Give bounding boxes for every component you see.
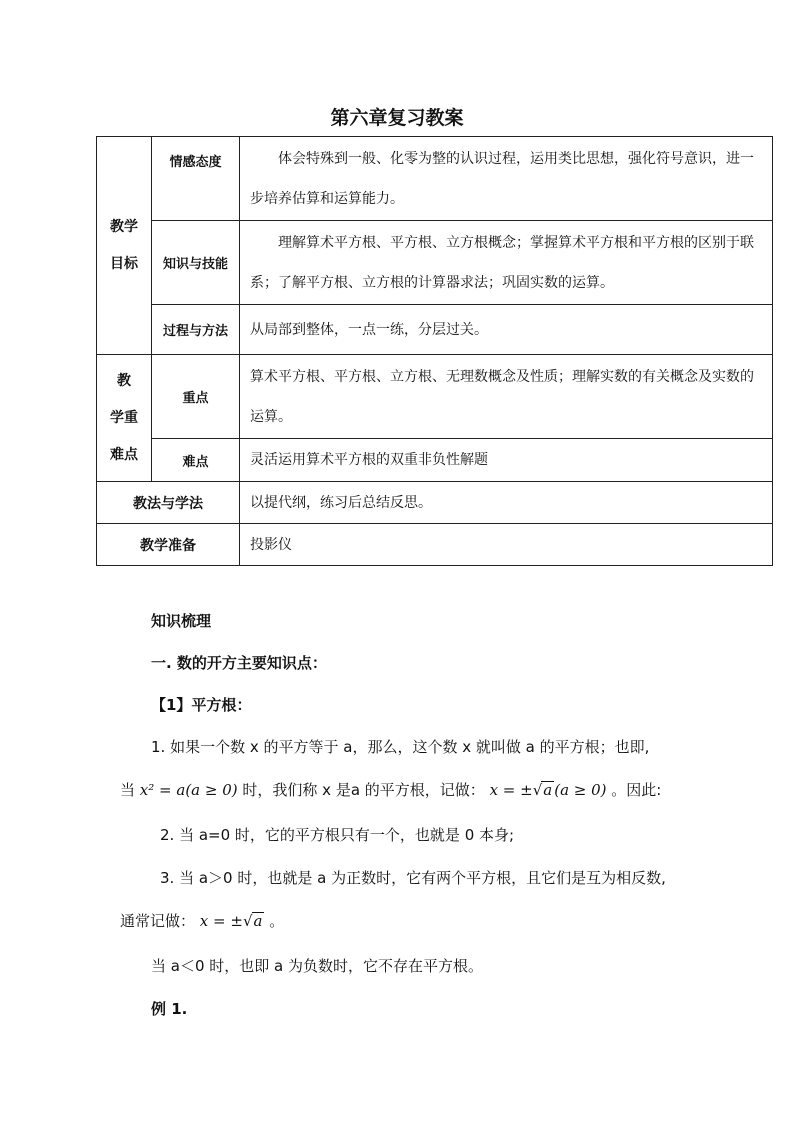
method-text: 以提代纲，练习后总结反思。 bbox=[240, 482, 773, 524]
p2-formula-2-radicand: a bbox=[543, 781, 553, 799]
p5-text-b: 。 bbox=[269, 912, 285, 930]
process-text: 从局部到整体，一点一练，分层过关。 bbox=[240, 305, 773, 355]
paragraph-4: 3. 当 a＞0 时，也就是 a 为正数时，它有两个平方根，且它们是互为相反数, bbox=[160, 869, 666, 887]
emotion-label: 情感态度 bbox=[152, 137, 240, 221]
section-heading: 知识梳理 bbox=[151, 612, 212, 630]
key-difficulty-cell bbox=[97, 355, 152, 482]
difficulty-label: 难点 bbox=[152, 439, 240, 482]
prep-text: 投影仪 bbox=[240, 524, 773, 566]
knowledge-label: 知识与技能 bbox=[152, 221, 240, 305]
emotion-text: 体会特殊到一般、化零为整的认识过程，运用类比思想，强化符号意识，进一步培养估算和运算能力。 bbox=[240, 137, 773, 221]
paragraph-5 bbox=[120, 910, 284, 931]
paragraph-6: 当 a＜0 时，也即 a 为负数时，它不存在平方根。 bbox=[151, 957, 484, 975]
heading-square-root: 【1】平方根： bbox=[151, 696, 252, 714]
knowledge-text: 理解算术平方根、平方根、立方根概念；掌握算术平方根和平方根的区别于联系；了解平方根、立方根的计算器求法；巩固实数的运算。 bbox=[240, 221, 773, 305]
p2-formula: x² = a(a ≥ 0) bbox=[139, 781, 238, 799]
goal-cell bbox=[97, 137, 152, 355]
page-title: 第六章复习教案 bbox=[330, 107, 464, 129]
goal-label-2: 目标 bbox=[110, 255, 138, 272]
lesson-plan-table bbox=[96, 136, 773, 566]
p5-formula-radicand: a bbox=[253, 912, 263, 930]
heading-roots: 一. 数的开方主要知识点： bbox=[151, 654, 327, 672]
p2-formula-2-post: (a ≥ 0) bbox=[554, 781, 607, 799]
p2-text-a: 当 bbox=[120, 781, 136, 799]
paragraph-1: 1. 如果一个数 x 的平方等于 a，那么，这个数 x 就叫做 a 的平方根；也即, bbox=[151, 738, 650, 756]
p2-text-c: 。因此: bbox=[611, 781, 662, 799]
p5-text-a: 通常记做： bbox=[120, 912, 196, 930]
p2-formula-2-pre: x = ± bbox=[489, 781, 533, 799]
key-label-1: 教 bbox=[117, 372, 131, 389]
process-label: 过程与方法 bbox=[152, 305, 240, 355]
p2-text-b: 时，我们称 x 是a 的平方根，记做： bbox=[242, 781, 485, 799]
difficulty-text: 灵活运用算术平方根的双重非负性解题 bbox=[240, 439, 773, 482]
p2-formula-2: x = ±√a (a ≥ 0) bbox=[489, 781, 607, 799]
example-label: 例 1. bbox=[151, 1000, 188, 1018]
goal-label-1: 教学 bbox=[110, 218, 138, 235]
key-label-2: 学重 bbox=[110, 409, 138, 426]
method-label: 教法与学法 bbox=[97, 482, 240, 524]
key-label-3: 难点 bbox=[110, 446, 138, 463]
focus-label: 重点 bbox=[152, 355, 240, 439]
paragraph-2 bbox=[120, 779, 661, 800]
p5-formula-pre: x = ± bbox=[199, 912, 243, 930]
focus-text: 算术平方根、平方根、立方根、无理数概念及性质；理解实数的有关概念及实数的运算。 bbox=[240, 355, 773, 439]
paragraph-3: 2. 当 a=0 时，它的平方根只有一个，也就是 0 本身; bbox=[160, 826, 515, 844]
prep-label: 教学准备 bbox=[97, 524, 240, 566]
p5-formula: x = ±√a bbox=[199, 912, 263, 930]
